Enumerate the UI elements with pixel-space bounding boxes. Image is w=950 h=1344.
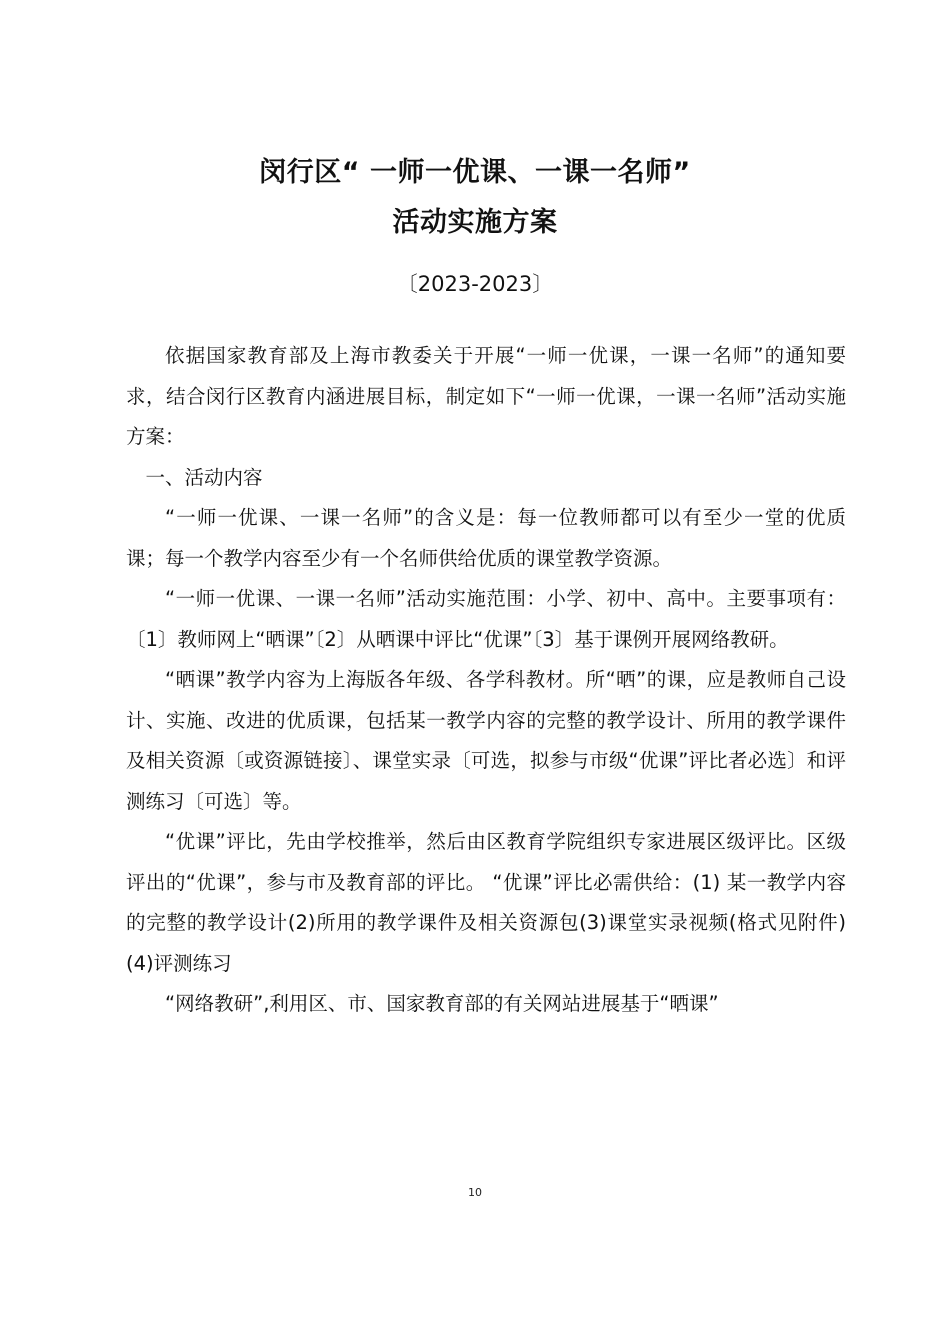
- paragraph-network-research: “网络教研”,利用区、市、国家教育部的有关网站进展基于“晒课”: [165, 992, 719, 1015]
- paragraph-shaike-content: “晒课”教学内容为上海版各年级、各学科教材。所“晒”的课，应是教师自己设计、实施、改进的优质课，包括某一教学内容的完整的教学设计、所用的教学课件及相关资源〔或资源链接〕、课堂实录〔可选，拟参与市级“优课”评比者必选〕和评测练习〔可选〕等。: [126, 668, 846, 813]
- document-title-line-1: 闵行区“ 一师一优课、一课一名师”: [259, 157, 691, 188]
- section-heading-activity-content: 一、活动内容: [145, 465, 263, 489]
- paragraph-scope: “一师一优课、一课一名师”活动实施范围：小学、初中、高中。主要事项有：〔1〕教师网上“晒课”〔2〕从晒课中评比“优课”〔3〕基于课例开展网络教研。: [126, 587, 846, 651]
- document-title-line-2: 活动实施方案: [392, 207, 558, 238]
- document-body: [126, 336, 846, 1025]
- document-subtitle-years: 〔2023-2023〕: [396, 272, 554, 296]
- paragraph-youke-evaluation: “优课”评比，先由学校推举，然后由区教育学院组织专家进展区级评比。区级评出的“优课”，参与市及教育部的评比。 “优课”评比必需供给：(1) 某一教学内容的完整的教学设计(2)所用的教学课件及相关资源包(3)课堂实录视频(格式见附件)(4)评测练习: [126, 830, 846, 975]
- intro-paragraph: 依据国家教育部及上海市教委关于开展“一师一优课，一课一名师”的通知要求，结合闵行区教育内涵进展目标，制定如下“一师一优课，一课一名师”活动实施方案：: [126, 344, 846, 448]
- paragraph-meaning: “一师一优课、一课一名师”的含义是：每一位教师都可以有至少一堂的优质课；每一个教学内容至少有一个名师供给优质的课堂教学资源。: [126, 506, 846, 570]
- page-number: 10: [468, 1186, 482, 1199]
